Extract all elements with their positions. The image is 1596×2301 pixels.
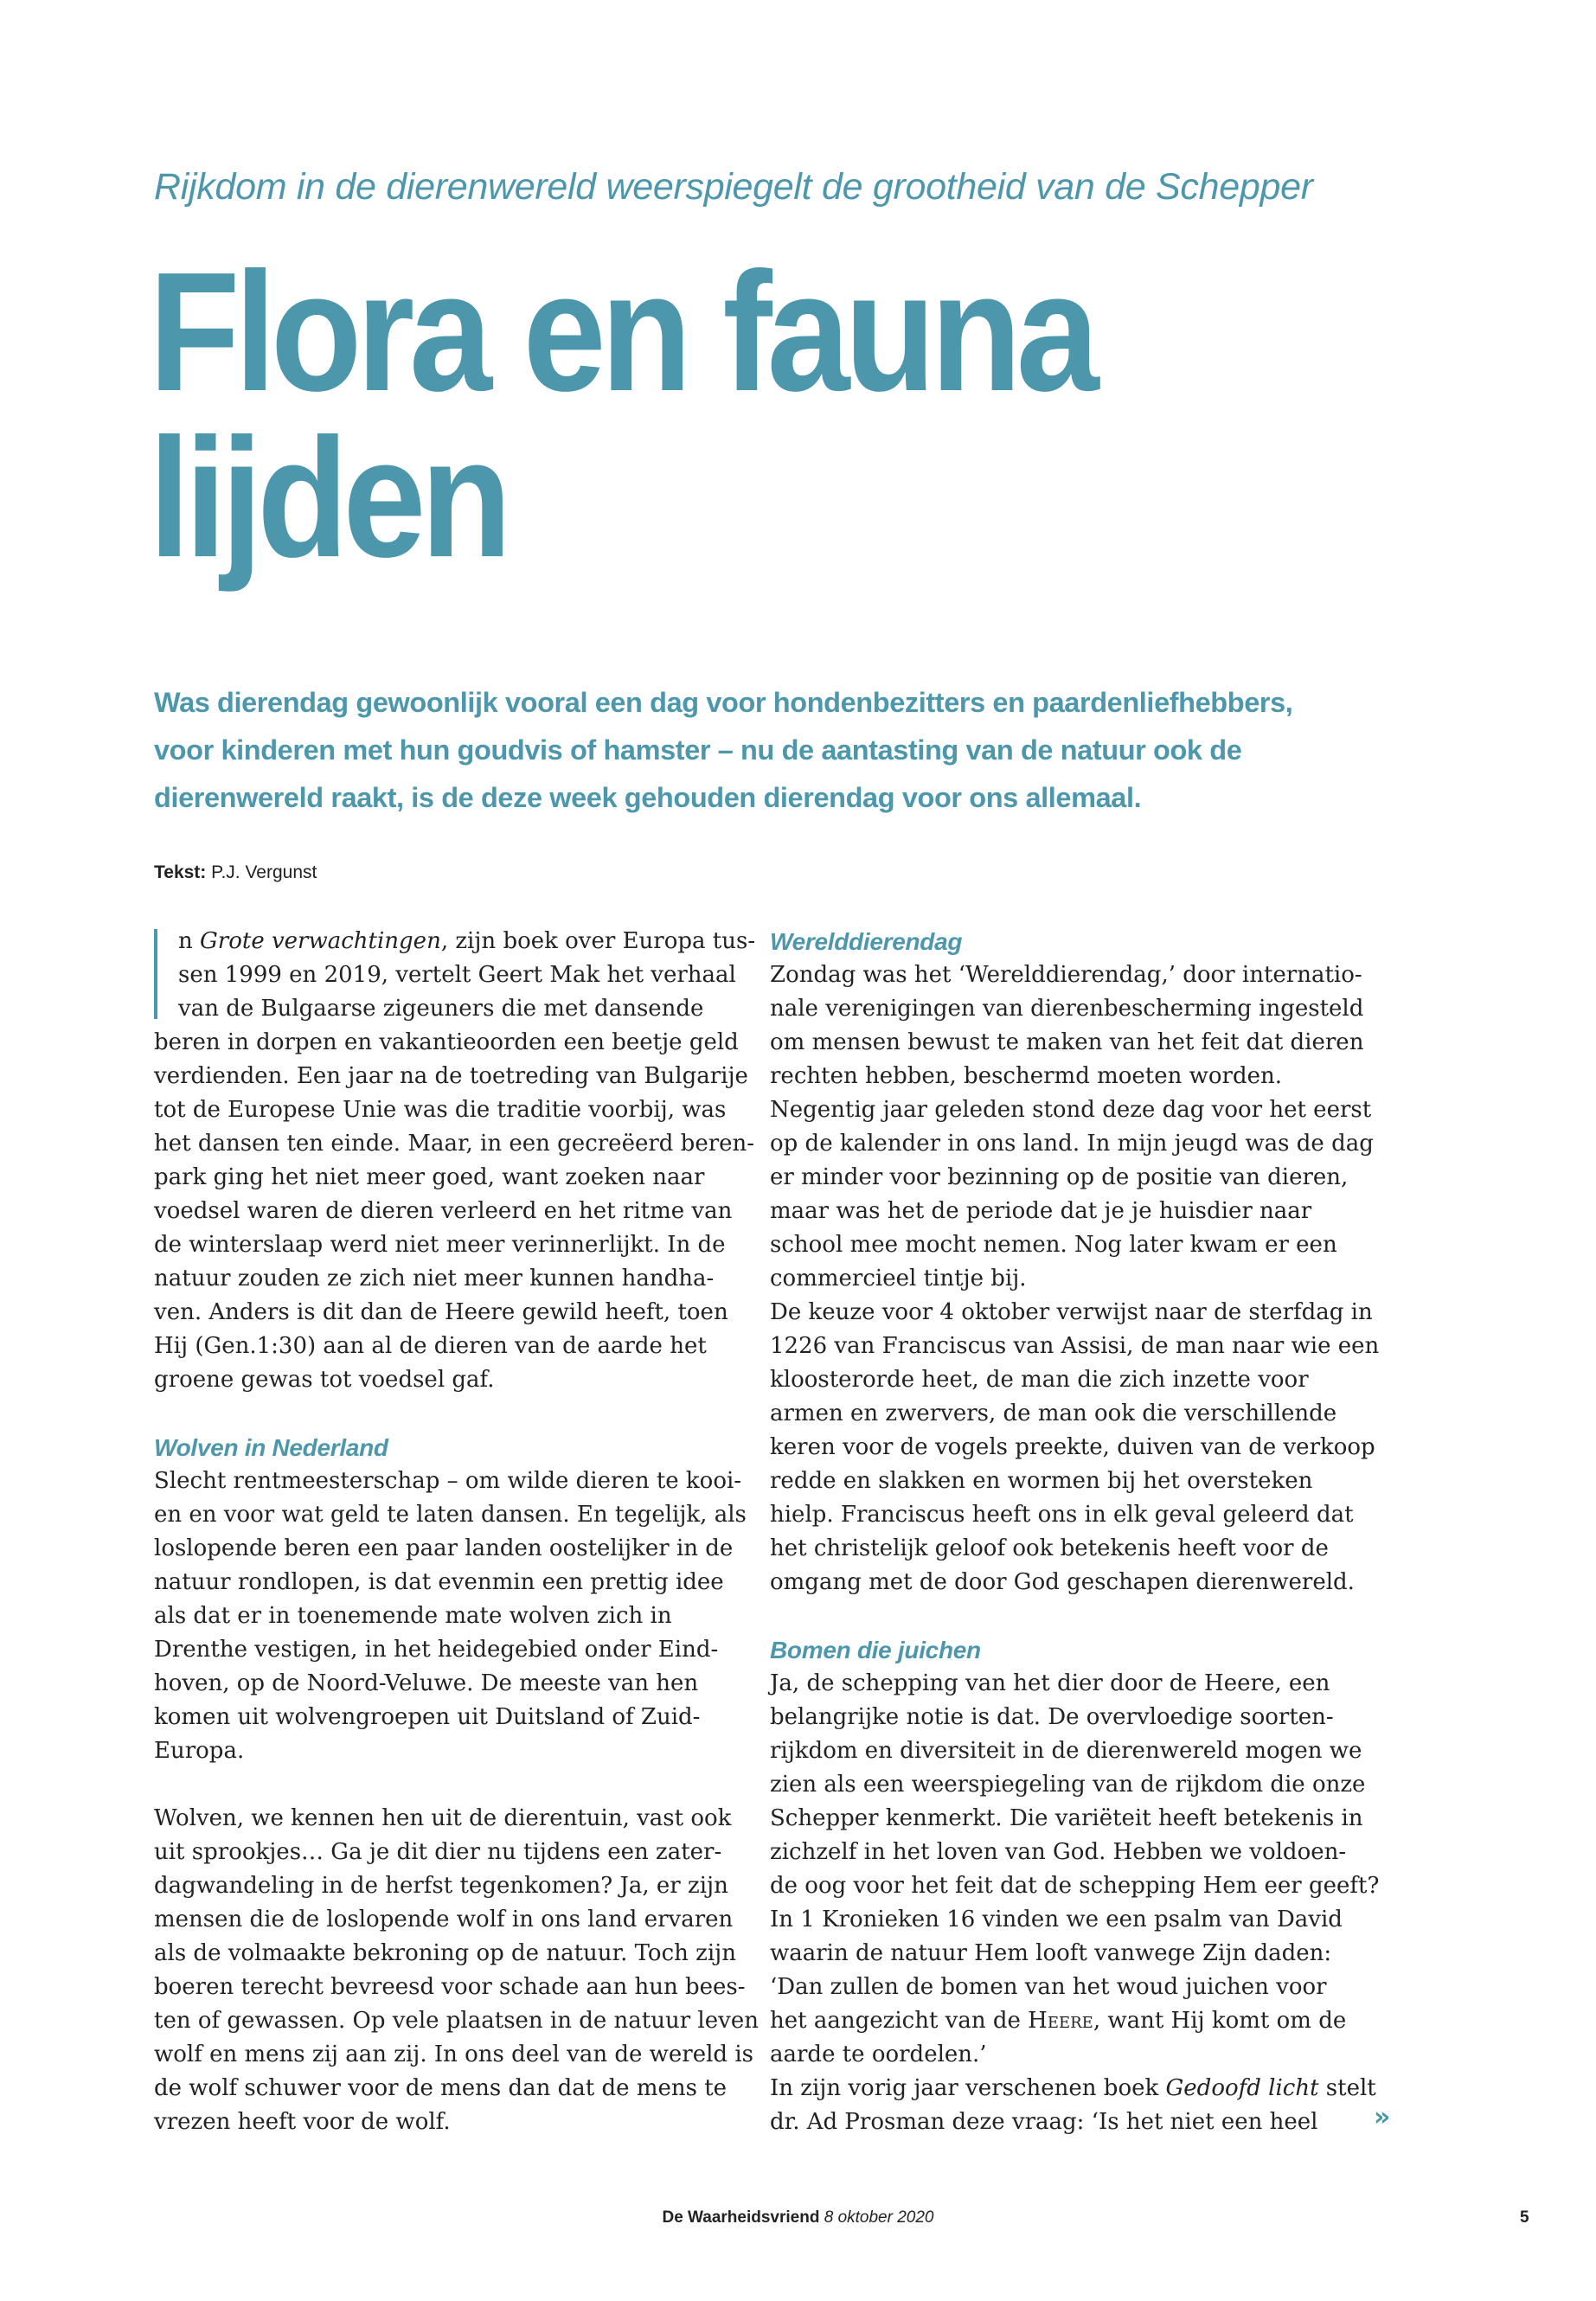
text-line: verdienden. Een jaar na de toetreding van Bulgarije bbox=[154, 1063, 748, 1089]
text-line: Schepper kenmerkt. Die variëteit heeft betekenis in bbox=[770, 1805, 1363, 1831]
article-headline bbox=[149, 237, 1291, 593]
text-line: uit sprookjes… Ga je dit dier nu tijdens een zater- bbox=[154, 1839, 722, 1865]
text-line: ven. Anders is dit dan de Heere gewild heeft, toen bbox=[154, 1299, 728, 1325]
text-line: als de volmaakte bekroning op de natuur. Toch zijn bbox=[154, 1940, 736, 1966]
text-line: om mensen bewust te maken van het feit dat dieren bbox=[770, 1029, 1364, 1055]
publication-date: 8 oktober 2020 bbox=[824, 2208, 934, 2227]
text-line: armen en zwervers, de man ook die verschillende bbox=[770, 1400, 1337, 1426]
text-line: rijkdom en diversiteit in de dierenwereld mogen we bbox=[770, 1738, 1362, 1764]
byline bbox=[154, 862, 317, 883]
text-line: op de kalender in ons land. In mijn jeugd was de dag bbox=[770, 1131, 1374, 1157]
text-line: tot de Europese Unie was die traditie voorbij, was bbox=[154, 1097, 727, 1123]
text-line: maar was het de periode dat je je huisdier naar bbox=[770, 1198, 1312, 1224]
text-line: mensen die de loslopende wolf in ons land ervaren bbox=[154, 1907, 734, 1932]
article-kicker: Rijkdom in de dierenwereld weerspiegelt de grootheid van de Schepper bbox=[154, 166, 1313, 208]
text-line: In 1 Kronieken 16 vinden we een psalm van David bbox=[770, 1907, 1343, 1932]
text-line: aarde te oordelen.’ bbox=[770, 2041, 987, 2067]
text-line: 1226 van Franciscus van Assisi, de man naar wie een bbox=[770, 1333, 1380, 1359]
text-line: In zijn vorig jaar verschenen boek Gedoofd licht stelt bbox=[770, 2075, 1376, 2101]
text-line: omgang met de door God geschapen dierenwereld. bbox=[770, 1569, 1355, 1595]
text-line: De keuze voor 4 oktober verwijst naar de sterfdag in bbox=[770, 1299, 1373, 1325]
text-line: zichzelf in het loven van God. Hebben we voldoen- bbox=[770, 1839, 1347, 1865]
dropcap-bar bbox=[154, 929, 157, 1019]
book-title: Gedoofd licht bbox=[1165, 2075, 1319, 2101]
text-line: groene gewas tot voedsel gaf. bbox=[154, 1367, 495, 1393]
text-line: Ja, de schepping van het dier door de Heere, een bbox=[770, 1670, 1330, 1696]
text-line: nale verenigingen van dierenbescherming ingesteld bbox=[770, 996, 1364, 1022]
text-line: waarin de natuur Hem looft vanwege Zijn daden: bbox=[770, 1940, 1332, 1966]
text-line: natuur zouden ze zich niet meer kunnen handha- bbox=[154, 1266, 715, 1292]
headline-line-2: lijden bbox=[149, 403, 507, 593]
text-line: Drenthe vestigen, in het heidegebied onder Eind- bbox=[154, 1637, 719, 1663]
text-line: komen uit wolvengroepen uit Duitsland of Zuid- bbox=[154, 1704, 701, 1730]
text-line: hielp. Franciscus heeft ons in elk geval geleerd dat bbox=[770, 1502, 1354, 1528]
text-line: n Grote verwachtingen, zijn boek over Europa tus- bbox=[178, 928, 756, 954]
text-line: Negentig jaar geleden stond deze dag voor het eerst bbox=[770, 1097, 1372, 1123]
text-line: de winterslaap werd niet meer verinnerlijkt. In de bbox=[154, 1232, 726, 1258]
text-line: dagwandeling in de herfst tegenkomen? Ja, er zijn bbox=[154, 1873, 728, 1899]
text-line: er minder voor bezinning op de positie van dieren, bbox=[770, 1164, 1349, 1190]
text-line: Hij (Gen.1:30) aan al de dieren van de aarde het bbox=[154, 1333, 707, 1359]
text-line: hoven, op de Noord-Veluwe. De meeste van hen bbox=[154, 1670, 699, 1696]
text-line: park ging het niet meer goed, want zoeken naar bbox=[154, 1164, 705, 1190]
text-line: Wolven, we kennen hen uit de dierentuin, vast ook bbox=[154, 1805, 732, 1831]
text-line: beren in dorpen en vakantieoorden een beetje geld bbox=[154, 1029, 739, 1055]
text-line: natuur rondlopen, is dat evenmin een prettig idee bbox=[154, 1569, 724, 1595]
page-footer bbox=[0, 2208, 1596, 2227]
byline-author: P.J. Vergunst bbox=[211, 862, 317, 882]
right-column bbox=[770, 925, 1380, 2139]
text-line: Zondag was het ‘Werelddierendag,’ door internatio- bbox=[770, 962, 1362, 988]
text-line: commercieel tintje bij. bbox=[770, 1266, 1027, 1292]
paragraph-opening bbox=[154, 925, 756, 1397]
headline-line-1: Flora en fauna bbox=[149, 237, 1094, 426]
text-line: kloosterorde heet, de man die zich inzette voor bbox=[770, 1367, 1309, 1393]
subheading-werelddierendag: Werelddierendag bbox=[770, 928, 963, 955]
text-line: Europa. bbox=[154, 1738, 245, 1764]
text-line: voedsel waren de dieren verleerd en het ritme van bbox=[154, 1198, 733, 1224]
text-line: vrezen heeft voor de wolf. bbox=[154, 2109, 451, 2135]
text-line: dr. Ad Prosman deze vraag: ‘Is het niet een heel bbox=[770, 2109, 1318, 2135]
text-line: wolf en mens zij aan zij. In ons deel van de wereld is bbox=[154, 2041, 753, 2067]
text-line: school mee mocht nemen. Nog later kwam er een bbox=[770, 1232, 1337, 1258]
text-line: Slecht rentmeesterschap – om wilde dieren te kooi- bbox=[154, 1468, 742, 1494]
left-column bbox=[154, 925, 759, 2139]
text-line: het christelijk geloof ook betekenis heeft voor de bbox=[770, 1535, 1329, 1561]
article-intro: Was dierendag gewoonlijk vooral een dag voor hondenbezitters en paardenliefhebbers, voor kinderen met hun goudvis of hamster – nu de aantasting van de natuur ook de dierenwereld raakt, is de deze week gehouden dierendag voor ons allemaal. bbox=[154, 687, 1293, 813]
text-line: belangrijke notie is dat. De overvloedige soorten- bbox=[770, 1704, 1334, 1730]
text-line: van de Bulgaarse zigeuners die met dansende bbox=[178, 996, 704, 1022]
text-line: redde en slakken en wormen bij het oversteken bbox=[770, 1468, 1313, 1494]
text-line: sen 1999 en 2019, vertelt Geert Mak het verhaal bbox=[178, 962, 736, 988]
text-line: boeren terecht bevreesd voor schade aan hun bees- bbox=[154, 1974, 746, 2000]
text-line: de wolf schuwer voor de mens dan dat de mens te bbox=[154, 2075, 727, 2101]
text-line: zien als een weerspiegeling van de rijkdom die onze bbox=[770, 1772, 1366, 1798]
text-line: loslopende beren een paar landen oostelijker in de bbox=[154, 1535, 734, 1561]
text-line: als dat er in toenemende mate wolven zich in bbox=[154, 1603, 672, 1629]
text-line: rechten hebben, beschermd moeten worden. bbox=[770, 1063, 1283, 1089]
text-line: ten of gewassen. Op vele plaatsen in de natuur leven bbox=[154, 2008, 759, 2034]
continue-arrow-icon: » bbox=[1374, 2102, 1391, 2132]
text-line: keren voor de vogels preekte, duiven van de verkoop bbox=[770, 1434, 1375, 1460]
text-line: het dansen ten einde. Maar, in een gecreëerd beren- bbox=[154, 1131, 755, 1157]
subheading-wolven: Wolven in Nederland bbox=[154, 1434, 388, 1461]
heere-smallcaps: Heere bbox=[1028, 2008, 1093, 2034]
page-number: 5 bbox=[1520, 2208, 1529, 2227]
text-line: en en voor wat geld te laten dansen. En tegelijk, als bbox=[154, 1502, 747, 1528]
subheading-bomen: Bomen die juichen bbox=[770, 1637, 981, 1663]
text-line: ‘Dan zullen de bomen van het woud juichen voor bbox=[770, 1974, 1327, 2000]
text-line: de oog voor het feit dat de schepping Hem eer geeft? bbox=[770, 1873, 1380, 1899]
byline-label: Tekst: bbox=[154, 862, 207, 882]
publication-name: De Waarheidsvriend bbox=[662, 2208, 820, 2227]
book-title: Grote verwachtingen bbox=[200, 928, 441, 954]
text-line: het aangezicht van de Heere, want Hij komt om de bbox=[770, 2008, 1347, 2034]
